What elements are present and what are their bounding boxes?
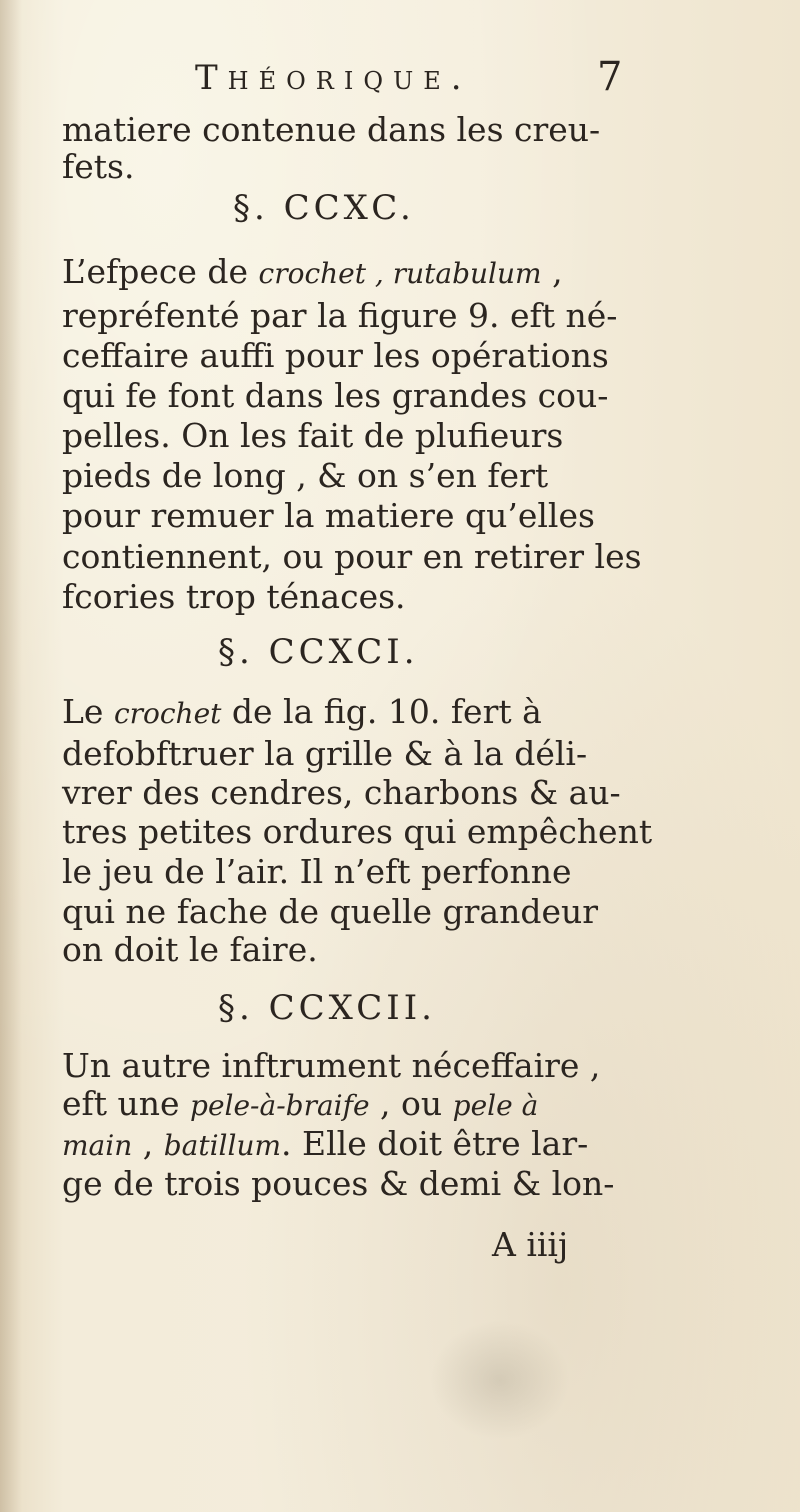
text-line: contiennent, ou pour en retirer les <box>62 537 642 576</box>
signature-mark: A iiij <box>492 1225 569 1264</box>
text-line: fcories trop ténaces. <box>62 577 406 616</box>
text-line: main , batillum. Elle doit être lar- <box>62 1124 589 1163</box>
text-line: defobftruer la grille & à la déli- <box>62 734 588 773</box>
section-heading: §. CCXCII. <box>218 988 436 1028</box>
paper-stain <box>430 1320 570 1440</box>
text-line: pour remuer la matiere qu’elles <box>62 496 595 535</box>
gutter-shadow <box>0 0 22 1512</box>
text-line: vrer des cendres, charbons & au- <box>62 773 621 812</box>
text-line: ceffaire auffi pour les opérations <box>62 336 609 375</box>
text-line: matiere contenue dans les creu- <box>62 110 601 149</box>
page-number: 7 <box>597 54 623 100</box>
text-line: repréfenté par la figure 9. eft né- <box>62 296 618 335</box>
text-line: Un autre inftrument néceffaire , <box>62 1046 601 1085</box>
text-line: le jeu de l’air. Il n’eft perfonne <box>62 852 572 891</box>
section-heading: §. CCXC. <box>233 188 415 228</box>
text-line: on doit le faire. <box>62 930 318 969</box>
text-line: ge de trois pouces & demi & lon- <box>62 1164 615 1203</box>
text-line: pelles. On les fait de plufieurs <box>62 416 564 455</box>
text-line: L’efpece de crochet , rutabulum , <box>62 252 563 291</box>
text-line: qui fe font dans les grandes cou- <box>62 376 609 415</box>
text-line: pieds de long , & on s’en fert <box>62 456 549 495</box>
section-heading: §. CCXCI. <box>218 632 419 672</box>
running-head: Théorique. <box>195 58 472 98</box>
text-line: tres petites ordures qui empêchent <box>62 812 653 851</box>
text-line: qui ne fache de quelle grandeur <box>62 892 599 931</box>
text-line: eft une pele-à-braife , ou pele à <box>62 1084 539 1123</box>
page-header <box>195 54 635 108</box>
text-line: fets. <box>62 147 135 186</box>
text-line: Le crochet de la fig. 10. fert à <box>62 692 542 731</box>
